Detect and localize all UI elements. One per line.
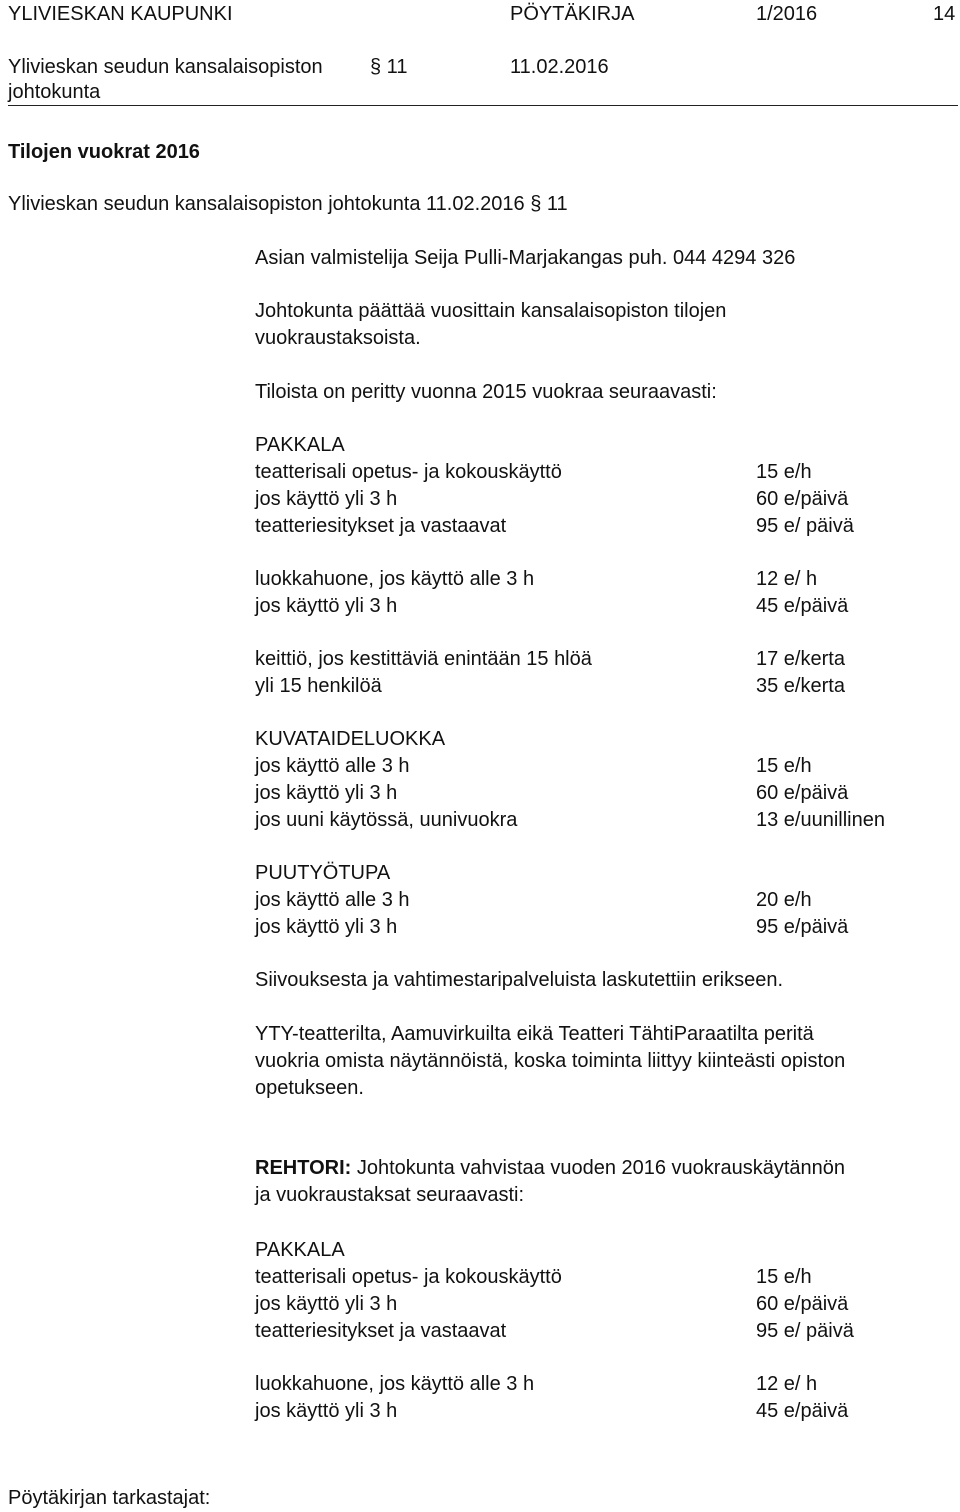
intro-line-2: vuokraustaksoista. [255, 327, 421, 349]
preparer-line: Asian valmistelija Seija Pulli-Marjakangas puh. 044 4294 326 [255, 247, 796, 269]
new-rate-label: teatteriesitykset ja vastaavat [255, 1320, 507, 1342]
new-pakkala-heading: PAKKALA [255, 1239, 345, 1261]
prev-pakkala-heading: PAKKALA [255, 434, 345, 456]
header-page-number: 14 [933, 3, 956, 25]
new-rate-value: 45 e/päivä [756, 1400, 849, 1422]
prev-rate-value: 35 e/kerta [756, 675, 845, 697]
prev-rate-value: 60 e/päivä [756, 782, 849, 804]
rehtori-proposal-line-2: ja vuokraustaksat seuraavasti: [255, 1184, 525, 1206]
prev-rate-label: jos käyttö alle 3 h [255, 889, 410, 911]
prev-rate-value: 20 e/h [756, 889, 812, 911]
new-rate-value: 95 e/ päivä [756, 1320, 854, 1342]
header-doc-type: PÖYTÄKIRJA [510, 3, 635, 25]
prev-rate-label: jos uuni käytössä, uunivuokra [255, 809, 518, 831]
header-divider [8, 105, 958, 106]
header-org: YLIVIESKAN KAUPUNKI [8, 3, 233, 25]
previous-rates-intro: Tiloista on peritty vuonna 2015 vuokraa seuraavasti: [255, 381, 717, 403]
yty-note-line-3: opetukseen. [255, 1077, 364, 1099]
prev-rate-label: jos käyttö yli 3 h [255, 916, 398, 938]
rehtori-proposal-line-1 [255, 1156, 845, 1180]
prev-rate-label: jos käyttö yli 3 h [255, 782, 398, 804]
new-rate-label: jos käyttö yli 3 h [255, 1293, 398, 1315]
prev-rate-label: luokkahuone, jos käyttö alle 3 h [255, 568, 535, 590]
yty-note-line-2: vuokria omista näytännöistä, koska toiminta liittyy kiinteästi opiston [255, 1050, 846, 1072]
rehtori-label: REHTORI: [255, 1157, 352, 1179]
prev-rate-value: 15 e/h [756, 461, 812, 483]
prev-rate-label: jos käyttö yli 3 h [255, 595, 398, 617]
prev-rate-value: 95 e/päivä [756, 916, 849, 938]
cleaning-note: Siivouksesta ja vahtimestaripalveluista laskutettiin erikseen. [255, 969, 784, 991]
reference-line: Ylivieskan seudun kansalaisopiston johtokunta 11.02.2016 § 11 [8, 193, 568, 215]
new-rate-label: luokkahuone, jos käyttö alle 3 h [255, 1373, 535, 1395]
prev-rate-label: teatterisali opetus- ja kokouskäyttö [255, 461, 562, 483]
footer-reviewers: Pöytäkirjan tarkastajat: [8, 1487, 211, 1509]
header-body-line2: johtokunta [8, 81, 101, 103]
prev-rate-value: 45 e/päivä [756, 595, 849, 617]
header-body-line1: Ylivieskan seudun kansalaisopiston [8, 56, 323, 78]
yty-note-line-1: YTY-teatterilta, Aamuvirkuilta eikä Teatteri TähtiParaatilta peritä [255, 1023, 814, 1045]
new-rate-value: 12 e/ h [756, 1373, 818, 1395]
prev-rate-value: 60 e/päivä [756, 488, 849, 510]
header-date: 11.02.2016 [510, 56, 609, 78]
new-rate-label: teatterisali opetus- ja kokouskäyttö [255, 1266, 562, 1288]
new-rate-value: 60 e/päivä [756, 1293, 849, 1315]
rehtori-text: Johtokunta vahvistaa vuoden 2016 vuokrauskäytännön [351, 1157, 845, 1179]
prev-kuvataide-heading: KUVATAIDELUOKKA [255, 728, 446, 750]
prev-rate-label: yli 15 henkilöä [255, 675, 382, 697]
prev-rate-value: 12 e/ h [756, 568, 818, 590]
new-rate-value: 15 e/h [756, 1266, 812, 1288]
prev-rate-value: 13 e/uunillinen [756, 809, 885, 831]
header-doc-number: 1/2016 [756, 3, 818, 25]
intro-line-1: Johtokunta päättää vuosittain kansalaisopiston tilojen [255, 300, 727, 322]
prev-puutyotupa-heading: PUUTYÖTUPA [255, 862, 391, 884]
prev-rate-label: teatteriesitykset ja vastaavat [255, 515, 507, 537]
prev-rate-value: 95 e/ päivä [756, 515, 854, 537]
document-title: Tilojen vuokrat 2016 [8, 141, 200, 163]
prev-rate-label: jos käyttö alle 3 h [255, 755, 410, 777]
prev-rate-label: jos käyttö yli 3 h [255, 488, 398, 510]
prev-rate-value: 15 e/h [756, 755, 812, 777]
prev-rate-label: keittiö, jos kestittäviä enintään 15 hlöä [255, 648, 592, 670]
prev-rate-value: 17 e/kerta [756, 648, 845, 670]
new-rate-label: jos käyttö yli 3 h [255, 1400, 398, 1422]
header-section: § 11 [370, 56, 408, 78]
